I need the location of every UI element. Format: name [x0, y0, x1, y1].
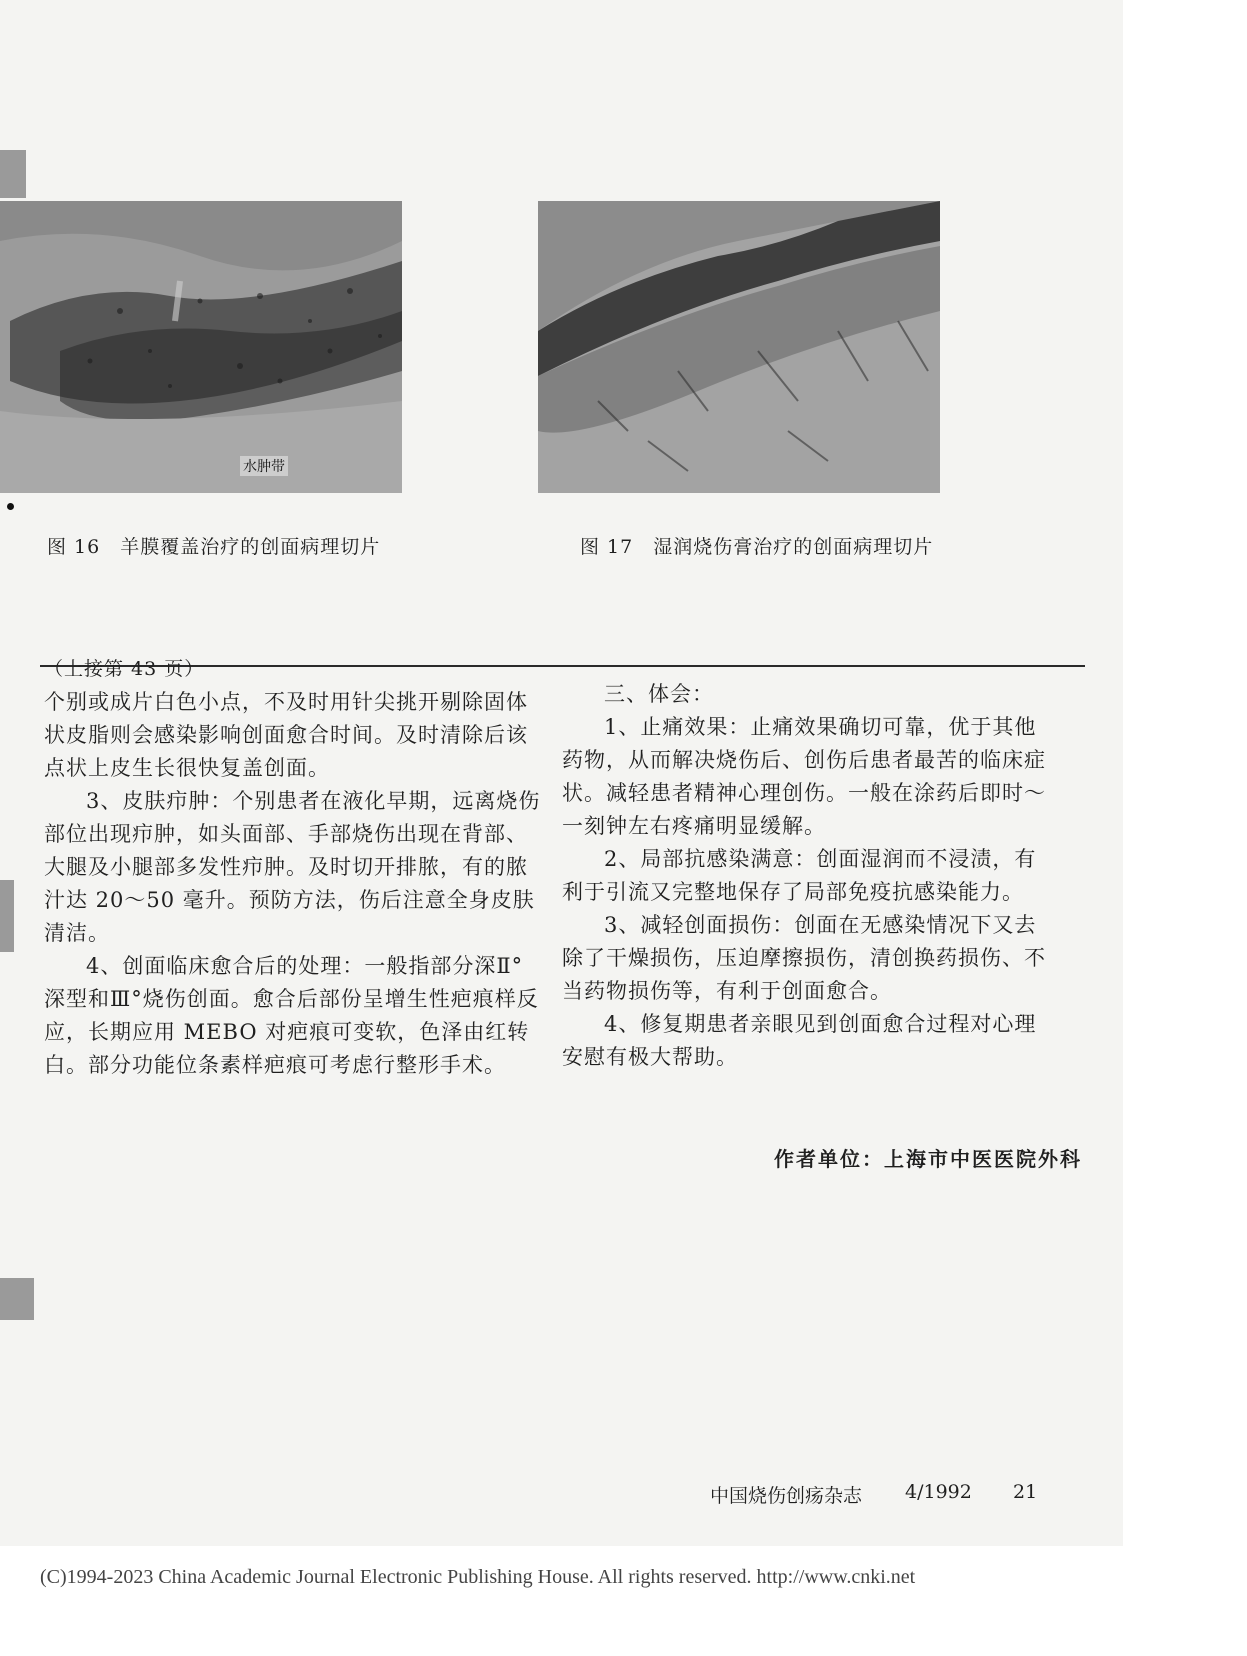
footer-issue: 4/1992: [905, 1481, 972, 1503]
paragraph: 4、创面临床愈合后的处理：一般指部分深Ⅱ°深型和Ⅲ°烧伤创面。愈合后部份呈增生性疤痕样反应，长期应用 MEBO 对疤痕可变软，色泽由红转白。部分功能位条素样疤痕可考虑行整形手术。: [44, 954, 539, 1077]
author-unit: 作者单位：上海市中医医院外科: [774, 1147, 1082, 1171]
figure-16-caption: 图 16 羊膜覆盖治疗的创面病理切片: [47, 536, 381, 558]
figure-17-image: [538, 201, 940, 493]
paragraph: 1、止痛效果：止痛效果确切可靠，优于其他药物，从而解决烧伤后、创伤后患者最苦的临床症状。减轻患者精神心理创伤。一般在涂药后即时～一刻钟左右疼痛明显缓解。: [562, 715, 1046, 838]
continued-note: （上接第 43 页）: [44, 658, 205, 680]
copyright-notice: (C)1994-2023 China Academic Journal Electronic Publishing House. All rights reserved. http://www.cnki.net: [40, 1566, 916, 1588]
figure-16-image: [0, 201, 402, 493]
paragraph: 个别或成片白色小点，不及时用针尖挑开剔除固体状皮脂则会感染影响创面愈合时间。及时清除后该点状上皮生长很快复盖创面。: [44, 690, 528, 780]
edge-tab-top: [0, 150, 26, 198]
left-column: [44, 653, 544, 1082]
section-heading: 三、体会：: [604, 682, 714, 706]
histology-micrograph-16: [0, 201, 402, 493]
paragraph: 3、减轻创面损伤：创面在无感染情况下又去除了干燥损伤，压迫摩擦损伤，清创换药损伤、不当药物损伤等，有利于创面愈合。: [562, 913, 1046, 1003]
footer-journal: 中国烧伤创疡杂志: [710, 1485, 863, 1507]
edge-tab-bottom: [0, 1278, 34, 1320]
paragraph: 4、修复期患者亲眼见到创面愈合过程对心理安慰有极大帮助。: [562, 1012, 1037, 1069]
scan-speck: [7, 503, 14, 510]
histology-micrograph-17: [538, 201, 940, 493]
figure-16-image-label: 水肿带: [240, 456, 288, 476]
edge-tab-middle: [0, 880, 14, 952]
footer-page-number: 21: [1013, 1481, 1038, 1503]
right-column: [562, 678, 1058, 1074]
paragraph: 3、皮肤疖肿：个别患者在液化早期，远离烧伤部位出现疖肿，如头面部、手部烧伤出现在背部、大腿及小腿部多发性疖肿。及时切开排脓，有的脓汁达 20～50 毫升。预防方法，伤后注意全身皮肤清洁。: [44, 789, 541, 945]
figure-17-caption: 图 17 湿润烧伤膏治疗的创面病理切片: [580, 536, 934, 558]
paragraph: 2、局部抗感染满意：创面湿润而不浸渍，有利于引流又完整地保存了局部免疫抗感染能力。: [562, 847, 1037, 904]
